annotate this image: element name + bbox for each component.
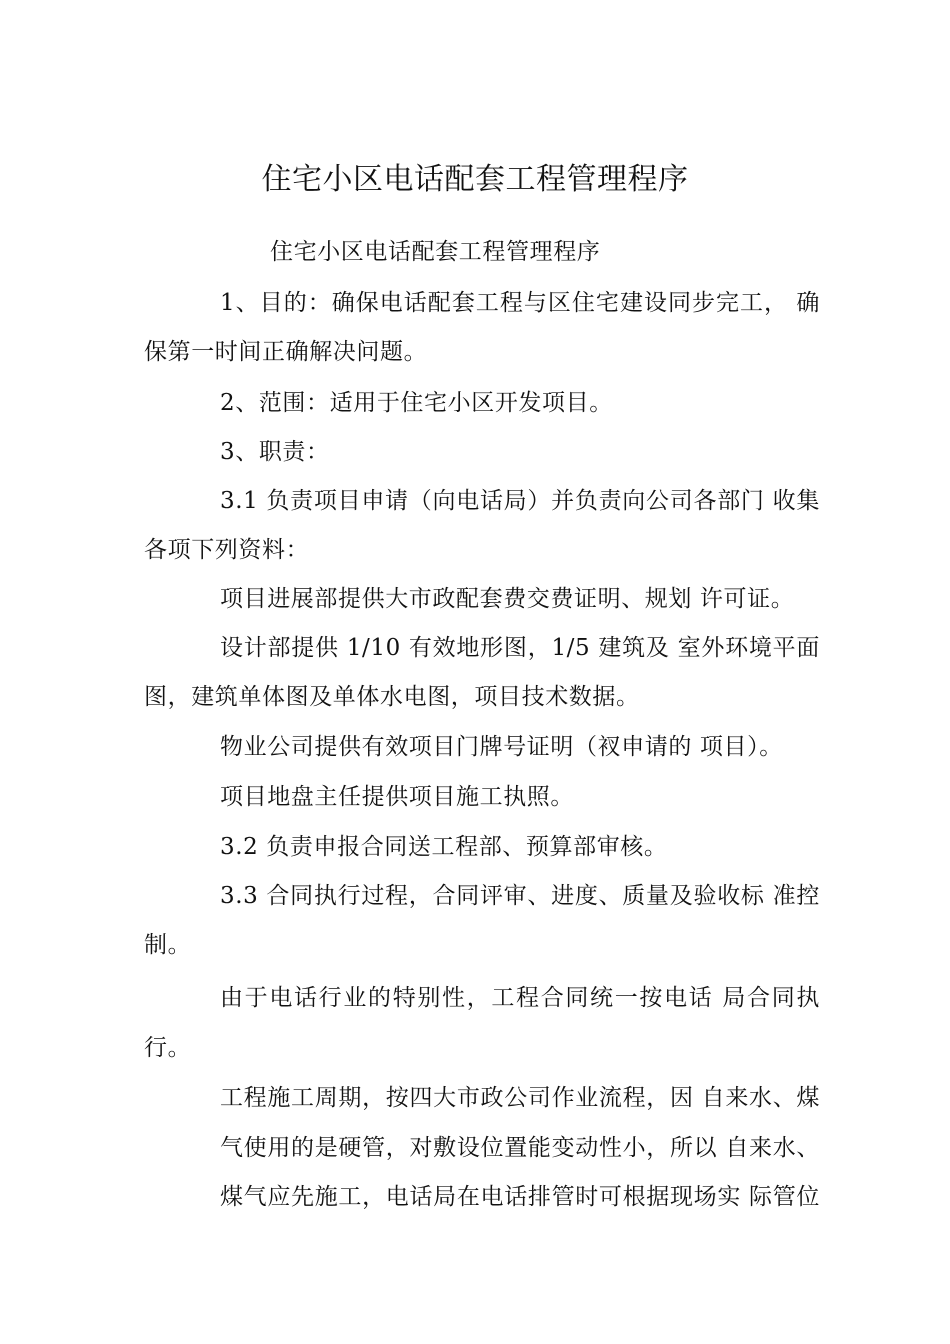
paragraph-line-3-3: 3.3 合同执行过程，合同评审、进度、质量及验收标 准控 [220,883,820,909]
paragraph-line-property-company: 物业公司提供有效项目门牌号证明（衩申请的 项目）。 [220,734,783,760]
paragraph-line-construction-period: 工程施工周期，按四大市政公司作业流程，因 自来水、煤 [220,1085,820,1111]
paragraph-line-3-1-cont: 各项下列资料： [144,537,310,563]
paragraph-line-purpose: 1、目的：确保电话配套工程与区住宅建设同步完工， 确 [220,290,820,316]
paragraph-line-design-dept: 设计部提供 1/10 有效地形图，1/5 建筑及 室外环境平面 [220,635,820,661]
paragraph-line-construction-period-3: 煤气应先施工，电话局在电话排管时可根据现场实 际管位 [220,1184,820,1210]
paragraph-line-telephone-industry: 由于电话行业的特别性，工程合同统一按电话 局合同执 [220,985,820,1011]
paragraph-line-construction-period-2: 气使用的是硬管，对敷设位置能变动性小，所以 自来水、 [220,1135,820,1161]
paragraph-line-purpose-cont: 保第一时间正确解决问题。 [144,339,428,365]
paragraph-line-site-manager: 项目地盘主任提供项目施工执照。 [220,784,574,810]
paragraph-line-duties: 3、职责： [220,439,330,465]
paragraph-line-progress-dept: 项目进展部提供大市政配套费交费证明、规划 许可证。 [220,586,795,612]
document-title: 住宅小区电话配套工程管理程序 [261,162,689,197]
paragraph-line-telephone-industry-cont: 行。 [144,1035,192,1061]
paragraph-line-3-1: 3.1 负责项目申请（向电话局）并负责向公司各部门 收集 [220,488,820,514]
document-subtitle: 住宅小区电话配套工程管理程序 [270,239,601,265]
paragraph-line-design-dept-cont: 图，建筑单体图及单体水电图，项目技术数据。 [144,684,640,710]
paragraph-line-scope: 2、范围：适用于住宅小区开发项目。 [220,390,613,416]
paragraph-line-3-3-cont: 制。 [144,932,192,958]
paragraph-line-3-2: 3.2 负责申报合同送工程部、预算部审核。 [220,834,668,860]
